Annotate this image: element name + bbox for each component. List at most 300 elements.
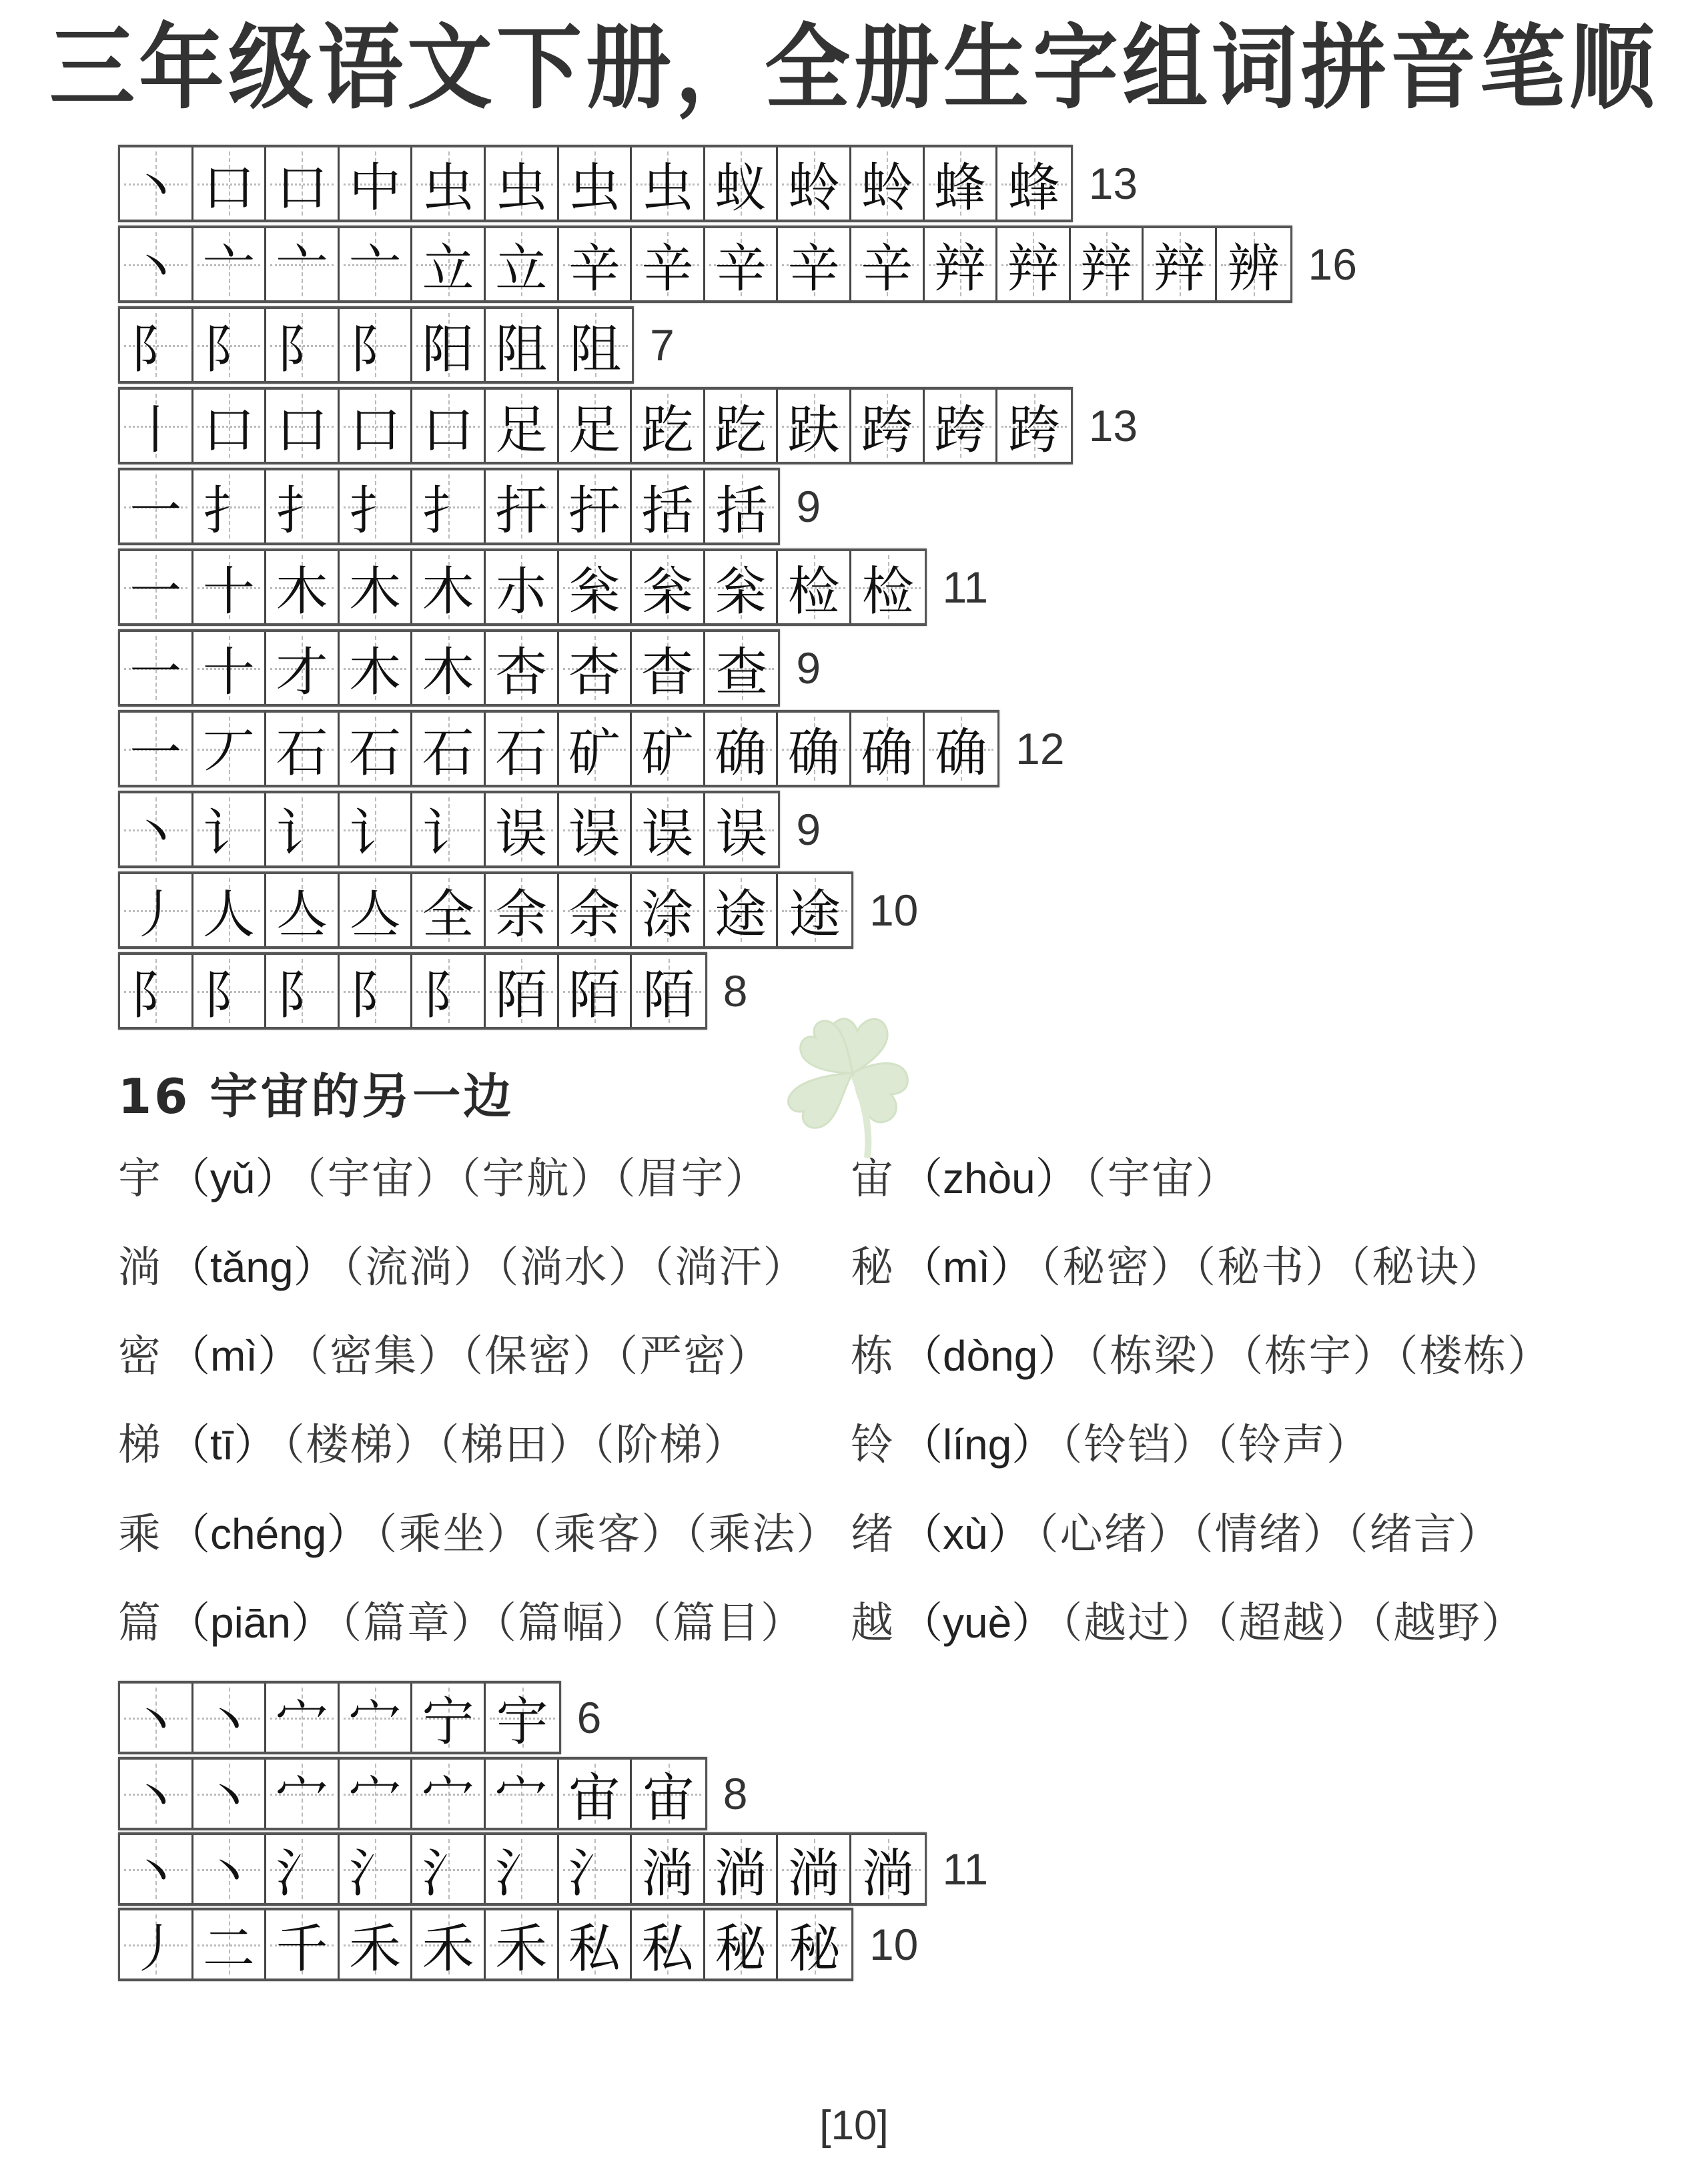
tian-grid <box>118 226 1292 303</box>
grid-cell <box>412 147 486 220</box>
grid-cell <box>705 874 779 946</box>
clover-watermark-icon <box>774 994 934 1161</box>
grid-cell <box>632 955 705 1027</box>
stroke-order-row <box>118 871 918 949</box>
grid-cell <box>632 551 705 623</box>
grid-cell <box>120 793 193 865</box>
stroke-count: 9 <box>796 805 821 854</box>
grid-cell <box>340 1684 413 1752</box>
stroke-step-glyph: 宀 <box>422 1768 474 1828</box>
stroke-order-row <box>118 710 1065 787</box>
stroke-step-glyph: 亼 <box>349 885 402 945</box>
stroke-step-glyph: 宙 <box>642 1768 695 1828</box>
tian-grid <box>118 468 780 545</box>
grid-cell <box>266 1684 340 1752</box>
grid-cell <box>778 874 851 946</box>
stroke-order-row <box>118 1908 918 1981</box>
stroke-step-glyph: 一 <box>129 723 182 783</box>
stroke-step-glyph: 口 <box>349 400 402 460</box>
grid-cell <box>1071 228 1144 300</box>
vocab-entry <box>118 1500 840 1561</box>
stroke-step-glyph: 淌 <box>787 1844 840 1904</box>
stroke-step-glyph: 阝 <box>129 320 182 380</box>
stroke-step-glyph: 宀 <box>349 1692 402 1752</box>
stroke-order-row <box>118 549 988 626</box>
stroke-step-glyph: 石 <box>495 723 548 783</box>
pinyin: （dòng） <box>900 1332 1081 1380</box>
grid-cell <box>632 713 705 785</box>
grid-cell <box>851 147 925 220</box>
stroke-step-glyph: 淌 <box>861 1844 914 1904</box>
grid-cell <box>486 1684 559 1752</box>
grid-cell <box>412 713 486 785</box>
stroke-step-glyph: 扌 <box>202 481 255 541</box>
stroke-count: 13 <box>1088 159 1138 208</box>
grid-cell <box>193 874 267 946</box>
grid-cell <box>1217 228 1290 300</box>
stroke-step-glyph: 杏 <box>495 643 548 703</box>
stroke-step-glyph: 扞 <box>568 481 620 541</box>
grid-cell <box>925 228 998 300</box>
stroke-step-glyph: 足 <box>568 400 620 460</box>
stroke-step-glyph: 虫 <box>495 158 548 218</box>
grid-cell <box>412 470 486 543</box>
grid-cell <box>486 713 559 785</box>
stroke-step-glyph: 杳 <box>641 643 694 703</box>
grid-cell <box>486 470 559 543</box>
stroke-step-glyph: 木 <box>422 562 474 622</box>
page-number: [10] <box>819 2103 889 2149</box>
stroke-step-glyph: 私 <box>641 1919 694 1979</box>
stroke-step-glyph: 宀 <box>349 1768 402 1828</box>
stroke-count: 7 <box>650 320 675 370</box>
grid-cell <box>340 874 413 946</box>
grid-cell <box>559 1760 632 1828</box>
grid-cell <box>632 1910 705 1978</box>
grid-cell <box>632 793 705 865</box>
vocab-character: 淌 <box>118 1243 161 1293</box>
stroke-step-glyph: 蜂 <box>1007 158 1060 218</box>
stroke-count: 9 <box>796 643 821 693</box>
grid-cell <box>486 793 559 865</box>
stroke-step-glyph: 阝 <box>349 966 402 1026</box>
grid-cell <box>193 793 267 865</box>
word-combinations: （秘密）（秘书）（秘诀） <box>1039 1243 1505 1293</box>
stroke-step-glyph: 宀 <box>276 1692 328 1752</box>
grid-cell <box>266 147 340 220</box>
stroke-step-glyph: 氵 <box>276 1844 328 1904</box>
word-combinations: （乘坐）（乘客）（乘法） <box>376 1510 841 1559</box>
pinyin: （yuè） <box>900 1599 1055 1647</box>
vocab-entry <box>118 1411 748 1472</box>
stroke-step-glyph: 丶 <box>129 804 182 864</box>
stroke-step-glyph: 宁 <box>422 1692 474 1752</box>
stroke-step-glyph: 扌 <box>349 481 402 541</box>
stroke-step-glyph: 讠 <box>202 804 255 864</box>
stroke-order-row <box>118 629 821 707</box>
stroke-step-glyph: 口 <box>202 158 255 218</box>
stroke-step-glyph: 千 <box>276 1919 328 1979</box>
stroke-step-glyph: 人 <box>202 885 255 945</box>
stroke-step-glyph: 查 <box>715 643 768 703</box>
grid-cell <box>412 228 486 300</box>
stroke-step-glyph: 跨 <box>1007 400 1060 460</box>
stroke-step-glyph: 石 <box>276 723 328 783</box>
stroke-count: 8 <box>723 1769 748 1818</box>
stroke-step-glyph: 二 <box>202 1919 255 1979</box>
tian-grid <box>118 1757 707 1830</box>
stroke-step-glyph: 淌 <box>715 1844 767 1904</box>
grid-cell <box>266 874 340 946</box>
grid-cell <box>632 1835 705 1903</box>
stroke-step-glyph: 阝 <box>276 320 328 380</box>
grid-cell <box>193 551 267 623</box>
stroke-step-glyph: 丶 <box>202 1768 255 1828</box>
stroke-step-glyph: 丆 <box>202 723 255 783</box>
stroke-step-glyph: 确 <box>787 723 840 783</box>
stroke-step-glyph: 确 <box>861 723 913 783</box>
stroke-step-glyph: 趷 <box>715 400 767 460</box>
stroke-step-glyph: 氵 <box>349 1844 402 1904</box>
grid-cell <box>266 551 340 623</box>
grid-cell <box>705 713 779 785</box>
stroke-step-glyph: 虫 <box>641 158 694 218</box>
vocab-entry <box>118 1144 769 1206</box>
grid-cell <box>193 390 267 462</box>
word-combinations: （宇宙） <box>1084 1154 1240 1204</box>
stroke-step-glyph: 木 <box>349 643 402 703</box>
grid-cell <box>120 1760 193 1828</box>
pinyin: （tī） <box>167 1421 277 1469</box>
grid-cell <box>632 147 705 220</box>
stroke-step-glyph: 陌 <box>495 966 548 1026</box>
grid-cell <box>705 390 779 462</box>
grid-cell <box>705 1910 779 1978</box>
grid-cell <box>266 1835 340 1903</box>
stroke-order-row <box>118 145 1138 222</box>
grid-cell <box>632 470 705 543</box>
grid-cell <box>193 1835 267 1903</box>
grid-cell <box>486 551 559 623</box>
stroke-step-glyph: 确 <box>715 723 767 783</box>
stroke-step-glyph: 扌 <box>276 481 328 541</box>
stroke-step-glyph: 口 <box>422 400 474 460</box>
stroke-step-glyph: 石 <box>422 723 474 783</box>
stroke-step-glyph: 一 <box>129 643 182 703</box>
grid-cell <box>340 793 413 865</box>
grid-cell <box>705 551 779 623</box>
grid-cell <box>559 874 632 946</box>
stroke-step-glyph: 丶 <box>129 239 182 299</box>
grid-cell <box>120 1910 193 1978</box>
stroke-step-glyph: 宀 <box>276 1768 328 1828</box>
grid-cell <box>340 147 413 220</box>
grid-cell <box>412 1760 486 1828</box>
stroke-step-glyph: 蜂 <box>933 158 986 218</box>
stroke-step-glyph: 十 <box>202 643 255 703</box>
vocab-entry <box>118 1589 805 1650</box>
grid-cell <box>705 632 779 704</box>
pinyin: （zhòu） <box>900 1154 1078 1202</box>
vocab-character: 宇 <box>118 1154 161 1204</box>
grid-cell <box>193 147 267 220</box>
tian-grid <box>118 1832 927 1906</box>
stroke-count: 6 <box>576 1693 602 1742</box>
stroke-count: 9 <box>796 482 821 531</box>
grid-cell <box>412 1684 486 1752</box>
stroke-count: 11 <box>942 563 989 612</box>
grid-cell <box>340 1760 413 1828</box>
grid-cell <box>486 874 559 946</box>
grid-cell <box>632 632 705 704</box>
tian-grid <box>118 145 1073 222</box>
grid-cell <box>412 874 486 946</box>
stroke-step-glyph: 丶 <box>202 1692 255 1752</box>
stroke-step-glyph: 禾 <box>422 1919 474 1979</box>
stroke-step-glyph: 阝 <box>129 966 182 1026</box>
vocab-character: 宙 <box>851 1154 893 1204</box>
stroke-step-glyph: 辨 <box>1227 239 1280 299</box>
grid-cell <box>851 228 925 300</box>
grid-cell <box>120 632 193 704</box>
grid-cell <box>412 1910 486 1978</box>
grid-cell <box>412 793 486 865</box>
grid-cell <box>266 309 340 381</box>
grid-cell <box>340 390 413 462</box>
pinyin: （xù） <box>900 1510 1031 1558</box>
grid-cell <box>266 1760 340 1828</box>
grid-cell <box>559 390 632 462</box>
grid-cell <box>193 1684 267 1752</box>
grid-cell <box>778 228 851 300</box>
grid-cell <box>559 551 632 623</box>
grid-cell <box>486 309 559 381</box>
stroke-step-glyph: 阻 <box>569 320 622 380</box>
stroke-step-glyph: 误 <box>641 804 694 864</box>
grid-cell <box>193 1910 267 1978</box>
stroke-step-glyph: 木 <box>276 562 328 622</box>
stroke-step-glyph: 丨 <box>129 400 182 460</box>
grid-cell <box>266 228 340 300</box>
stroke-step-glyph: 辡 <box>1153 239 1206 299</box>
grid-cell <box>559 713 632 785</box>
pinyin: （tǎng） <box>167 1243 336 1291</box>
tian-grid <box>118 710 999 787</box>
grid-cell <box>559 1835 632 1903</box>
grid-cell <box>778 147 851 220</box>
vocab-character: 梯 <box>118 1421 161 1470</box>
stroke-step-glyph: 足 <box>495 400 548 460</box>
stroke-count: 12 <box>1015 724 1065 773</box>
grid-cell <box>266 1910 340 1978</box>
vocab-character: 栋 <box>851 1332 893 1381</box>
grid-cell <box>120 551 193 623</box>
stroke-step-glyph: 余 <box>495 885 548 945</box>
stroke-step-glyph: 蛉 <box>787 158 840 218</box>
grid-cell <box>412 632 486 704</box>
stroke-step-glyph: 秘 <box>789 1919 841 1979</box>
grid-cell <box>120 874 193 946</box>
vocab-character: 秘 <box>851 1243 893 1293</box>
stroke-step-glyph: 枀 <box>715 562 767 622</box>
stroke-step-glyph: 辛 <box>568 239 620 299</box>
stroke-step-glyph: 口 <box>276 400 328 460</box>
grid-cell <box>486 632 559 704</box>
grid-cell <box>925 390 998 462</box>
stroke-step-glyph: 涂 <box>641 885 694 945</box>
grid-cell <box>193 713 267 785</box>
stroke-step-glyph: 蚁 <box>715 158 767 218</box>
stroke-step-glyph: 丿 <box>129 1919 182 1979</box>
stroke-step-glyph: 口 <box>276 158 328 218</box>
pinyin: （líng） <box>900 1421 1055 1469</box>
stroke-step-glyph: 一 <box>129 562 182 622</box>
stroke-step-glyph: 宇 <box>496 1692 548 1752</box>
vocab-entry <box>851 1411 1370 1472</box>
word-combinations: （栋梁）（栋宇）（楼栋） <box>1087 1332 1552 1381</box>
stroke-step-glyph: 误 <box>495 804 548 864</box>
grid-cell <box>705 228 779 300</box>
grid-cell <box>340 551 413 623</box>
grid-cell <box>120 390 193 462</box>
grid-cell <box>559 632 632 704</box>
grid-cell <box>486 147 559 220</box>
stroke-order-row <box>118 468 821 545</box>
grid-cell <box>778 551 851 623</box>
stroke-step-glyph: 朩 <box>495 562 548 622</box>
stroke-count: 16 <box>1308 240 1357 289</box>
word-combinations: （越过）（超越）（越野） <box>1061 1599 1526 1648</box>
grid-cell <box>120 470 193 543</box>
grid-cell <box>120 1835 193 1903</box>
word-combinations: （心绪）（情绪）（绪言） <box>1037 1510 1502 1559</box>
grid-cell <box>778 1910 851 1978</box>
grid-cell <box>778 1835 851 1903</box>
vocab-entry <box>118 1233 807 1295</box>
grid-cell <box>412 1835 486 1903</box>
stroke-count: 10 <box>869 1920 919 1969</box>
tian-grid <box>118 871 853 949</box>
stroke-count: 13 <box>1088 401 1138 450</box>
grid-cell <box>340 632 413 704</box>
stroke-step-glyph: 氵 <box>495 1844 548 1904</box>
stroke-step-glyph: 丶 <box>129 1844 182 1904</box>
stroke-step-glyph: 氵 <box>422 1844 474 1904</box>
vocab-character: 乘 <box>118 1510 161 1559</box>
grid-cell <box>632 874 705 946</box>
stroke-step-glyph: 余 <box>568 885 620 945</box>
stroke-step-glyph: 立 <box>495 239 548 299</box>
lesson-heading: 16 宇宙的另一边 <box>118 1068 514 1124</box>
stroke-order-row <box>118 791 821 868</box>
grid-cell <box>925 147 998 220</box>
stroke-step-glyph: 亼 <box>276 885 328 945</box>
grid-cell <box>120 147 193 220</box>
stroke-order-row <box>118 1757 747 1830</box>
tian-grid <box>118 1908 853 1981</box>
stroke-step-glyph: 陌 <box>642 966 695 1026</box>
stroke-step-glyph: 跨 <box>861 400 913 460</box>
grid-cell <box>997 147 1071 220</box>
grid-cell <box>559 147 632 220</box>
grid-cell <box>193 955 267 1027</box>
grid-cell <box>340 713 413 785</box>
pinyin: （mì） <box>167 1332 301 1380</box>
stroke-step-glyph: 氵 <box>568 1844 620 1904</box>
stroke-step-glyph: 口 <box>202 400 255 460</box>
grid-cell <box>851 713 925 785</box>
word-combinations: （铃铛）（铃声） <box>1061 1421 1371 1470</box>
grid-cell <box>705 147 779 220</box>
grid-cell <box>632 1760 705 1828</box>
grid-cell <box>1144 228 1217 300</box>
stroke-step-glyph: 讠 <box>422 804 474 864</box>
stroke-step-glyph: 辡 <box>1007 239 1059 299</box>
stroke-step-glyph: 丶 <box>129 1692 182 1752</box>
tian-grid <box>118 549 927 626</box>
grid-cell <box>851 390 925 462</box>
pinyin: （yǔ） <box>167 1154 298 1202</box>
stroke-step-glyph: 十 <box>202 562 255 622</box>
grid-cell <box>340 955 413 1027</box>
stroke-step-glyph: 阝 <box>349 320 402 380</box>
pinyin: （piān） <box>167 1599 334 1647</box>
stroke-step-glyph: 木 <box>422 643 474 703</box>
stroke-step-glyph: 宙 <box>568 1768 620 1828</box>
grid-cell <box>340 309 413 381</box>
grid-cell <box>412 551 486 623</box>
grid-cell <box>997 228 1071 300</box>
grid-cell <box>632 390 705 462</box>
grid-cell <box>120 713 193 785</box>
grid-cell <box>193 309 267 381</box>
stroke-step-glyph: 亠 <box>276 239 328 299</box>
grid-cell <box>559 1910 632 1978</box>
stroke-step-glyph: 秘 <box>715 1919 767 1979</box>
vocab-entry <box>118 1322 771 1383</box>
grid-cell <box>340 1835 413 1903</box>
tian-grid <box>118 791 780 868</box>
stroke-step-glyph: 木 <box>349 562 402 622</box>
stroke-count: 11 <box>942 1844 989 1894</box>
grid-cell <box>997 390 1071 462</box>
grid-cell <box>340 470 413 543</box>
tian-grid <box>118 1681 561 1754</box>
grid-cell <box>486 1835 559 1903</box>
stroke-step-glyph: 检 <box>861 562 914 622</box>
stroke-step-glyph: 枀 <box>568 562 620 622</box>
stroke-step-glyph: 宀 <box>495 1768 548 1828</box>
grid-cell <box>632 228 705 300</box>
vocab-character: 密 <box>118 1332 161 1381</box>
stroke-step-glyph: 陌 <box>568 966 620 1026</box>
grid-cell <box>925 713 998 785</box>
grid-cell <box>778 390 851 462</box>
stroke-step-glyph: 中 <box>349 158 402 218</box>
stroke-count: 10 <box>869 885 919 935</box>
stroke-step-glyph: 辡 <box>1080 239 1133 299</box>
grid-cell <box>120 309 193 381</box>
stroke-step-glyph: 丶 <box>129 1768 182 1828</box>
word-combinations: （篇章）（篇幅）（篇目） <box>340 1599 805 1648</box>
stroke-step-glyph: 途 <box>715 885 767 945</box>
grid-cell <box>266 390 340 462</box>
stroke-step-glyph: 才 <box>276 643 328 703</box>
stroke-step-glyph: 阝 <box>276 966 328 1026</box>
grid-cell <box>486 1910 559 1978</box>
grid-cell <box>559 228 632 300</box>
grid-cell <box>705 1835 779 1903</box>
